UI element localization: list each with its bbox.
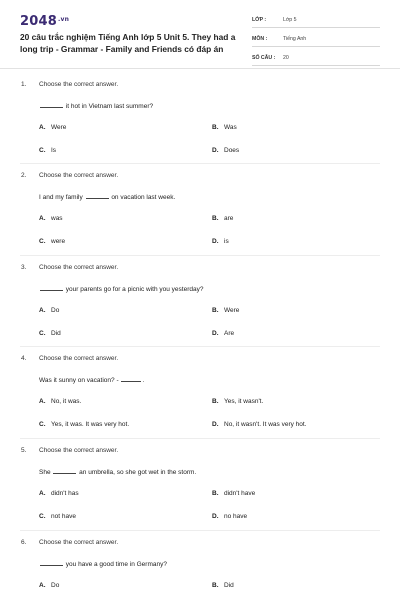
option-letter: B. — [212, 215, 219, 222]
meta-key: LỚP : — [252, 17, 267, 23]
option-text: Do — [51, 307, 60, 314]
option-d[interactable] — [212, 330, 234, 337]
question-separator — [20, 530, 380, 531]
option-letter: A. — [39, 582, 46, 589]
option-text: Did — [224, 582, 234, 589]
option-text: No, it was. — [51, 398, 82, 405]
option-text: Yes, it wasn't. — [224, 398, 264, 405]
stem-text: an umbrella, so she got wet in the storm. — [77, 469, 197, 476]
option-letter: C. — [39, 238, 46, 245]
option-text: no have — [224, 513, 248, 520]
question-stem — [39, 192, 175, 201]
option-text: Did — [51, 330, 61, 337]
option-letter: B. — [212, 124, 219, 131]
option-b[interactable] — [212, 582, 234, 589]
meta-value: Tiếng Anh — [283, 36, 307, 42]
option-letter: C. — [39, 330, 46, 337]
option-c[interactable] — [39, 421, 129, 428]
question-number: 2. — [21, 172, 27, 179]
option-text: Were — [51, 124, 67, 131]
meta-key: SỐ CÂU : — [252, 55, 276, 61]
option-letter: A. — [39, 215, 46, 222]
option-text: Do — [51, 582, 60, 589]
logo-suffix: .vn — [57, 16, 70, 23]
question-prompt: Choose the correct answer. — [39, 447, 119, 454]
meta-row-grade — [252, 14, 380, 28]
option-a[interactable] — [39, 124, 66, 131]
option-letter: B. — [212, 490, 219, 497]
stem-text: it hot in Vietnam last summer? — [64, 103, 154, 110]
question-stem — [39, 467, 196, 476]
question-stem — [39, 375, 144, 384]
question-number: 6. — [21, 539, 27, 546]
question-prompt: Choose the correct answer. — [39, 172, 119, 179]
answer-blank — [40, 101, 63, 108]
option-text: Are — [224, 330, 235, 337]
option-letter: A. — [39, 124, 46, 131]
option-text: Is — [51, 147, 57, 154]
option-letter: B. — [212, 398, 219, 405]
option-text: didn't have — [224, 490, 256, 497]
logo-text: 2048 — [20, 14, 57, 29]
option-text: Was — [224, 124, 237, 131]
option-letter: D. — [212, 147, 219, 154]
option-b[interactable] — [212, 398, 263, 405]
option-a[interactable] — [39, 215, 63, 222]
question-separator — [20, 346, 380, 347]
question-separator — [20, 163, 380, 164]
question-separator — [20, 255, 380, 256]
option-text: Yes, it was. It was very hot. — [51, 421, 130, 428]
option-letter: B. — [212, 582, 219, 589]
site-logo[interactable] — [20, 14, 69, 29]
meta-value: 20 — [283, 55, 289, 61]
stem-text: She — [39, 469, 53, 476]
option-text: was — [51, 215, 63, 222]
option-d[interactable] — [212, 513, 247, 520]
option-text: are — [224, 215, 234, 222]
option-d[interactable] — [212, 147, 239, 154]
option-letter: D. — [212, 421, 219, 428]
question-number: 1. — [21, 81, 27, 88]
option-b[interactable] — [212, 215, 233, 222]
meta-row-count — [252, 52, 380, 66]
question-number: 4. — [21, 355, 27, 362]
question-stem — [39, 101, 153, 110]
option-letter: A. — [39, 398, 46, 405]
option-c[interactable] — [39, 330, 61, 337]
option-letter: D. — [212, 330, 219, 337]
option-text: Does — [224, 147, 240, 154]
stem-text: I and my family — [39, 194, 85, 201]
option-letter: A. — [39, 307, 46, 314]
question-stem — [39, 559, 167, 568]
question-number: 5. — [21, 447, 27, 454]
option-b[interactable] — [212, 124, 237, 131]
option-letter: A. — [39, 490, 46, 497]
stem-text: on vacation last week. — [109, 194, 176, 201]
page-title: 20 câu trắc nghiệm Tiếng Anh lớp 5 Unit 5. They had a long trip - Grammar - Family and Friends có đáp án — [20, 32, 236, 54]
option-d[interactable] — [212, 421, 307, 428]
option-letter: C. — [39, 513, 46, 520]
answer-blank — [40, 559, 63, 566]
page-header — [0, 0, 400, 68]
option-letter: D. — [212, 513, 219, 520]
option-text: is — [224, 238, 229, 245]
option-letter: B. — [212, 307, 219, 314]
question-number: 3. — [21, 264, 27, 271]
option-text: Were — [224, 307, 240, 314]
option-a[interactable] — [39, 398, 81, 405]
option-letter: C. — [39, 147, 46, 154]
answer-blank — [86, 192, 109, 199]
option-d[interactable] — [212, 238, 229, 245]
option-b[interactable] — [212, 307, 239, 314]
option-c[interactable] — [39, 513, 76, 520]
stem-text: Was it sunny on vacation? - — [39, 377, 121, 384]
option-c[interactable] — [39, 238, 65, 245]
header-divider — [0, 68, 400, 69]
option-text: didn't has — [51, 490, 79, 497]
option-text: were — [51, 238, 66, 245]
option-text: No, it wasn't. It was very hot. — [224, 421, 307, 428]
option-a[interactable] — [39, 582, 59, 589]
answer-blank — [40, 284, 63, 291]
question-prompt: Choose the correct answer. — [39, 539, 119, 546]
option-a[interactable] — [39, 490, 79, 497]
option-c[interactable] — [39, 147, 56, 154]
answer-blank — [121, 375, 141, 382]
answer-blank — [53, 467, 76, 474]
question-prompt: Choose the correct answer. — [39, 355, 119, 362]
question-prompt: Choose the correct answer. — [39, 81, 119, 88]
option-b[interactable] — [212, 490, 255, 497]
stem-text: you have a good time in Germany? — [64, 561, 167, 568]
option-letter: C. — [39, 421, 46, 428]
option-a[interactable] — [39, 307, 59, 314]
meta-key: MÔN : — [252, 36, 268, 42]
meta-value: Lớp 5 — [283, 17, 297, 23]
stem-text: . — [142, 377, 145, 384]
meta-row-subject — [252, 33, 380, 47]
meta-table — [252, 14, 380, 71]
question-stem — [39, 284, 203, 293]
stem-text: your parents go for a picnic with you yesterday? — [64, 286, 204, 293]
option-text: not have — [51, 513, 76, 520]
question-separator — [20, 438, 380, 439]
option-letter: D. — [212, 238, 219, 245]
question-prompt: Choose the correct answer. — [39, 264, 119, 271]
